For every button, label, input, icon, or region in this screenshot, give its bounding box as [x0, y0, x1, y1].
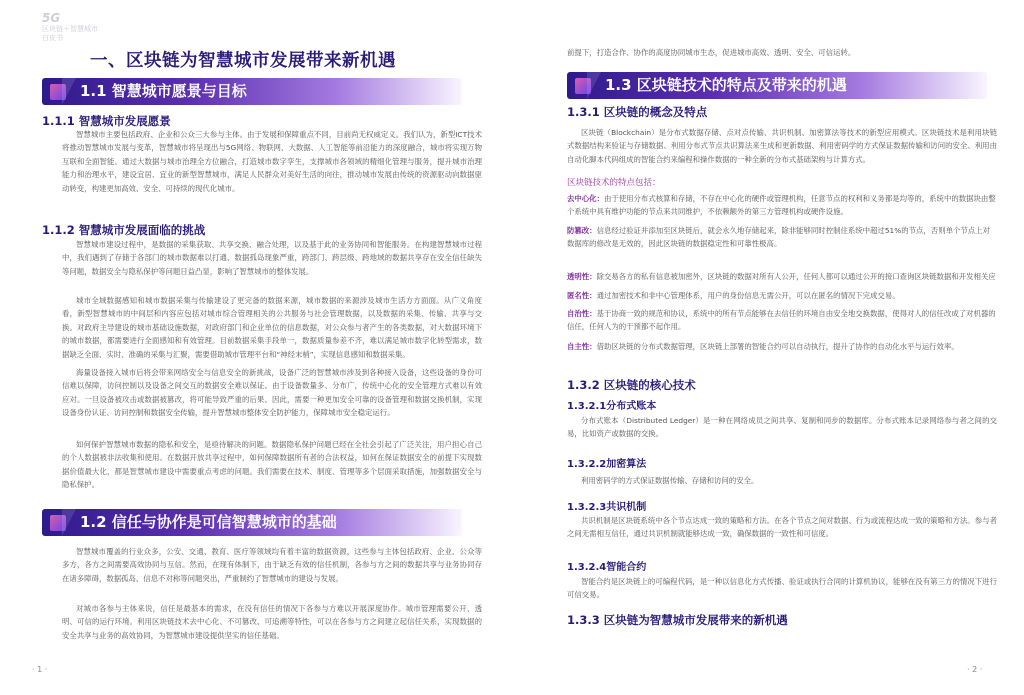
page-number-left: · 1 ·: [32, 665, 48, 674]
brand-5g-mark: 5G: [42, 11, 61, 25]
feature-lead: 去中心化：: [567, 194, 604, 203]
feature-item: [567, 270, 997, 284]
page-right: [512, 0, 1024, 695]
paragraph-1-3-2-2: 利用密码学的方式保证数据传输、存储和访问的安全。: [581, 476, 759, 485]
heading-1-3-3: 1.3.3 区块链为智慧城市发展带来的新机遇: [567, 613, 788, 627]
section-banner-label: 1.2 信任与协作是可信智慧城市的基础: [80, 513, 337, 531]
paragraph-1-1-2-c: 海量设备接入城市后将会带来网络安全与信息安全的新挑战，设备广泛的智慧城市涉及到各种接入设备，这些设备的身份可信难以保障，访问控制以及设备之间交互的数据安全难以保证。由于设备数量多、分布广，传统中心化的安全管理方式难以有效应对。一旦设备被攻击或数据被篡改，将可能导致严重的后果。因此，需要一种更加安全可靠的设备管理和数据交换机制，实现设备身份认证、访问控制和数据安全传输，提升智慧城市整体安全防护能力，保障城市安全稳定运行。: [62, 368, 482, 418]
paragraph-1-1-1: 智慧城市主要包括政府、企业和公众三大参与主体。由于发展和保障重点不同，目前尚无权威定义。我们认为，新型ICT技术将推动智慧城市发展与变革，智慧城市将呈现出与5G网络、物联网、大数据、人工智能等前沿能力的深度融合，城市将实现万物互联和全面智能。通过大数据与城市治理全方位融合，打造城市数字孪生，支撑城市各领域的精细化管理与服务，提升城市治理能力和治理水平，建设宜居、宜业的新型智慧城市，满足人民群众对美好生活的向往，推动城市发展由传统的资源驱动向数据驱动转变，构建更加高效、安全、可持续的现代化城市。: [62, 130, 482, 193]
section-banner-1-2: [42, 509, 462, 536]
heading-1-1-2: 1.1.2 智慧城市发展面临的挑战: [42, 223, 206, 237]
paragraph-1-3-2-3: 共识机制是区块链系统中各个节点达成一致的策略和方法。在各个节点之间对数据、行为或流程达成一致的策略和方法。参与者之间无需相互信任，通过共识机制就能够达成一致，确保数据的一致性和可信度。: [567, 516, 997, 539]
feature-lead: 匿名性：: [567, 291, 597, 300]
feature-text: 信息经过验证并添加至区块链后，就会永久地存储起来，除非能够同时控制住系统中超过51%的节点，否则单个节点上对数据库的修改是无效的，因此区块链的数据稳定性和可靠性极高。: [567, 226, 990, 249]
feature-item: [567, 289, 997, 303]
brand-line1: 区块链＋智慧城市: [42, 25, 98, 33]
feature-lead: 防篡改：: [567, 226, 597, 235]
heading-1-3-2-3: 1.3.2.3共识机制: [567, 502, 647, 513]
brand-logo: [42, 12, 98, 43]
heading-1-3-1: 1.3.1 区块链的概念及特点: [567, 105, 708, 119]
section-banner-1-1: [42, 78, 462, 105]
continuation-line: 前提下，打造合作、协作的高度协同城市生态，促进城市高效、透明、安全、可信运转。: [567, 48, 856, 57]
paragraph-1-2-b: 对城市各参与主体来说，信任是最基本的需求，在没有信任的情况下各参与方难以开展深度协作。城市管理需要公开、透明、可信的运行环境。利用区块链技术去中心化、不可篡改、可追溯等特性，可以在各参与方之间建立起信任关系，实现数据的安全共享与业务的高效协同，为智慧城市建设提供坚实的信任基础。: [62, 604, 482, 640]
feature-lead: 透明性：: [567, 272, 597, 281]
features-title: 区块链技术的特点包括：: [567, 178, 661, 188]
paragraph-1-1-2-d: 如何保护智慧城市数据的隐私和安全，是亟待解决的问题。数据隐私保护问题已经在全社会引起了广泛关注，用户担心自己的个人数据被非法收集和使用。在数据开放共享过程中，如何保障数据所有者的合法权益，如何在保证数据安全的前提下实现数据价值最大化，都是智慧城市建设中需要重点考虑的问题。我们需要在技术、制度、管理等多个层面采取措施，加强数据安全与隐私保护。: [62, 440, 482, 490]
feature-item: [567, 307, 997, 334]
paragraph-1-1-2-b: 城市全域数据感知和城市数据采集与传输建设了更完备的数据来源，城市数据的来源涉及城市生活方方面面。从广义角度看，新型智慧城市的中间层和内容应包括对城市综合管理相关的公共服务与社会管理数据，以及数据的采集、传输、共享与交换。对政府主导建设的城市基础设施数据，对政府部门和企业单位的信息数据，对公众参与者产生的各类数据，对大数据环境下的城市数据，都需要进行全面感知和有效管理。目前数据采集手段单一，数据质量参差不齐，难以满足城市数字化转型需求，数据缺乏全面、实时、准确的采集与汇聚，需要借助城市管理平台和“神经末梢”，实现信息感知和数据采集。: [62, 296, 482, 359]
paragraph-1-1-2-a: 智慧城市建设过程中，是数据的采集获取、共享交换、融合处理，以及基于此的业务协同和智能服务。在构建智慧城市过程中，我们遇到了存储于各部门的城市数据难以打通、数据孤岛现象严重，跨部门、跨层级、跨地域的数据共享存在安全信任缺失等问题，数据安全与隐私保护等问题日益凸显，影响了智慧城市的整体发展。: [62, 240, 482, 276]
paragraph-1-3-2-1: 分布式账本（Distributed Ledger）是一种在网络成员之间共享、复制和同步的数据库。分布式账本记录网络参与者之间的交易，比如资产或数据的交换。: [567, 416, 997, 439]
paragraph-1-3-2-4: 智能合约是区块链上的可编程代码，是一种以信息化方式传播、验证或执行合同的计算机协议，能够在没有第三方的情况下进行可信交易。: [567, 577, 997, 600]
chapter-title: 一、区块链为智慧城市发展带来新机遇: [90, 51, 396, 71]
feature-text: 除交易各方的私有信息被加密外，区块链的数据对所有人公开，任何人都可以通过公开的接口查询区块链数据和开发相关应: [596, 272, 996, 281]
heading-1-3-2-4: 1.3.2.4智能合约: [567, 562, 647, 573]
section-banner-label: 1.3 区块链技术的特点及带来的机遇: [605, 76, 847, 94]
feature-text: 借助区块链的分布式数据管理，区块链上部署的智能合约可以自动执行，提升了协作的自动化水平与运行效率。: [596, 342, 959, 351]
heading-1-1-1: 1.1.1 智慧城市发展愿景: [42, 114, 171, 128]
section-banner-label: 1.1 智慧城市愿景与目标: [80, 82, 247, 100]
section-banner-1-3: [567, 72, 987, 99]
feature-item: [567, 192, 997, 219]
feature-text: 基于协商一致的规范和协议，系统中的所有节点能够在去信任的环境自由安全地交换数据，使得对人的信任改成了对机器的信任，任何人为的干预都不起作用。: [567, 309, 996, 332]
brand-line2: 白皮书: [42, 34, 63, 42]
feature-lead: 自主性：: [567, 342, 597, 351]
feature-text: 由于使用分布式核算和存储，不存在中心化的硬件或管理机构，任意节点的权利和义务都是均等的，系统中的数据块由整个系统中具有维护功能的节点来共同维护，不依赖额外的第三方管理机构或硬件设施。: [567, 194, 996, 217]
page-number-right: · 2 ·: [967, 665, 983, 674]
heading-1-3-2: 1.3.2 区块链的核心技术: [567, 378, 696, 392]
feature-text: 通过加密技术和非中心管理体系，用户的身份信息无需公开，可以在匿名的情况下完成交易。: [596, 291, 900, 300]
heading-1-3-2-2: 1.3.2.2加密算法: [567, 459, 647, 470]
paragraph-1-3-1: 区块链（Blockchain）是分布式数据存储、点对点传输、共识机制、加密算法等技术的新型应用模式。区块链技术是利用块链式数据结构来验证与存储数据、利用分布式节点共识算法来生成和更新数据、利用密码学的方式保证数据传输和访问的安全、利用由自动化脚本代码组成的智能合约来编程和操作数据的一种全新的分布式基础架构与计算方式。: [567, 128, 997, 164]
feature-item: [567, 340, 997, 367]
paragraph-1-2-a: 智慧城市覆盖的行业众多，公安、交通、教育、医疗等领域均有着丰富的数据资源，这些参与主体包括政府、企业、公众等多方，各方之间需要高效协同与互信。然而，在现有体制下，由于缺乏有效的信任机制，各参与方之间的数据共享与业务协同存在诸多障碍，数据孤岛、信息不对称等问题突出，严重制约了智慧城市的建设与发展。: [62, 547, 482, 583]
feature-lead: 自治性：: [567, 309, 597, 318]
feature-item: [567, 224, 997, 264]
heading-1-3-2-1: 1.3.2.1分布式账本: [567, 401, 657, 412]
